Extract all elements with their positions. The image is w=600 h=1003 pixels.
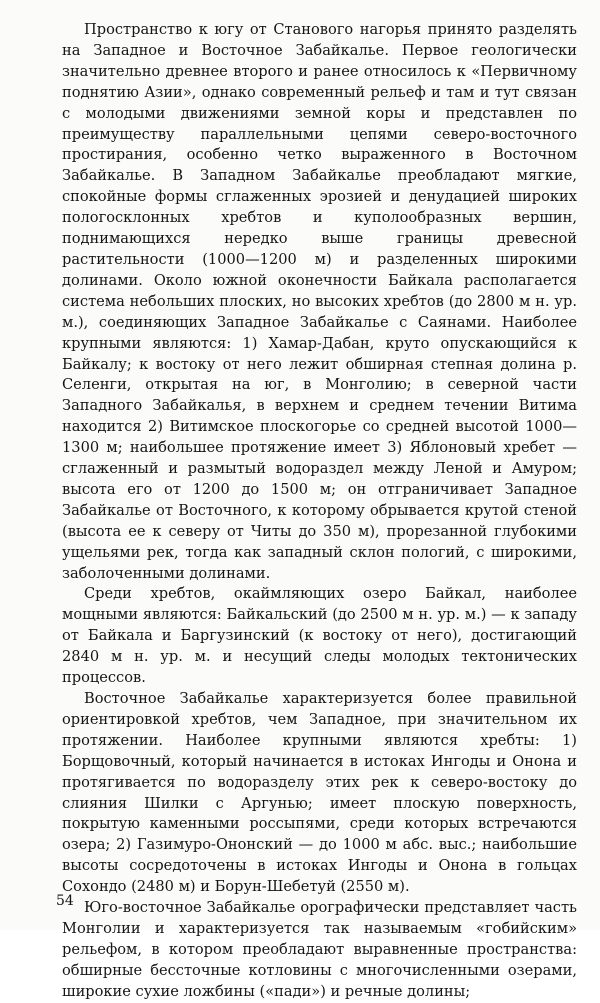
paragraph-4: Юго-восточное Забайкалье орографически представляет часть Монголии и характеризуется так называемым «гобийским» рельефом, в котором преобладают выравненные пространства: обширные бессточные котловины с многочисленными озерами, широкие сухие ложбины («пади») и речные долины; (62, 899, 577, 1000)
body-text (62, 20, 577, 1003)
paragraph-1: Пространство к югу от Станового нагорья принято разделять на Западное и Восточное Забайкалье. Первое геологически значительно древнее второго и ранее относилось к «Первичному поднятию Азии», однако современный рельеф и там и тут связан с молодыми движениями земной коры и представлен по преимуществу параллельными цепями северо-восточного простирания, особенно четко выраженного в Восточном Забайкалье. В Западном Забайкалье преобладают мягкие, спокойные формы сглаженных эрозией и денудацией широких пологосклонных хребтов и куполообразных вершин, поднимающихся нередко выше границы древесной растительности (1000—1200 м) и разделенных широкими долинами. Около южной оконечности Байкала располагается система небольших плоских, но высоких хребтов (до 2800 м н. ур. м.), соединяющих Западное Забайкалье с Саянами. Наиболее крупными являются: 1) Хамар-Дабан, круто опускающийся к Байкалу; к востоку от него лежит обширная степная долина р. Селенги, открытая на юг, в Монголию; в северной части Западного Забайкалья, в верхнем и среднем течении Витима находится 2) Витимское плоскогорье со средней высотой 1000—1300 м; наибольшее протяжение имеет 3) Яблоновый хребет — сглаженный и размытый водораздел между Леной и Амуром; высота его от 1200 до 1500 м; он отграничивает Западное Забайкалье от Восточного, к которому обрывается крутой стеной (высота ее к северу от Читы до 350 м), прорезанной глубокими ущельями рек, тогда как западный склон пологий, с широкими, заболоченными долинами. (62, 21, 577, 582)
page-number: 54 (56, 893, 74, 909)
paragraph-2: Среди хребтов, окаймляющих озеро Байкал, наиболее мощными являются: Байкальский (до 2500 м н. ур. м.) — к западу от Байкала и Баргузинский (к востоку от него), достигающий 2840 м н. ур. м. и несущий следы молодых тектонических процессов. (62, 585, 577, 687)
paragraph-3: Восточное Забайкалье характеризуется более правильной ориентировкой хребтов, чем Западное, при значительном их протяжении. Наиболее крупными являются хребты: 1) Борщовочный, который начинается в истоках Ингоды и Онона и протягивается по водоразделу этих рек к северо-востоку до слияния Шилки с Аргунью; имеет плоскую поверхность, покрытую каменными россыпями, среди которых встречаются озера; 2) Газимуро-Ононский — до 1000 м абс. выс.; наибольшие высоты сосредоточены в истоках Ингоды и Онона в гольцах Сохондо (2480 м) и Борун-Шебетуй (2550 м). (62, 690, 577, 896)
